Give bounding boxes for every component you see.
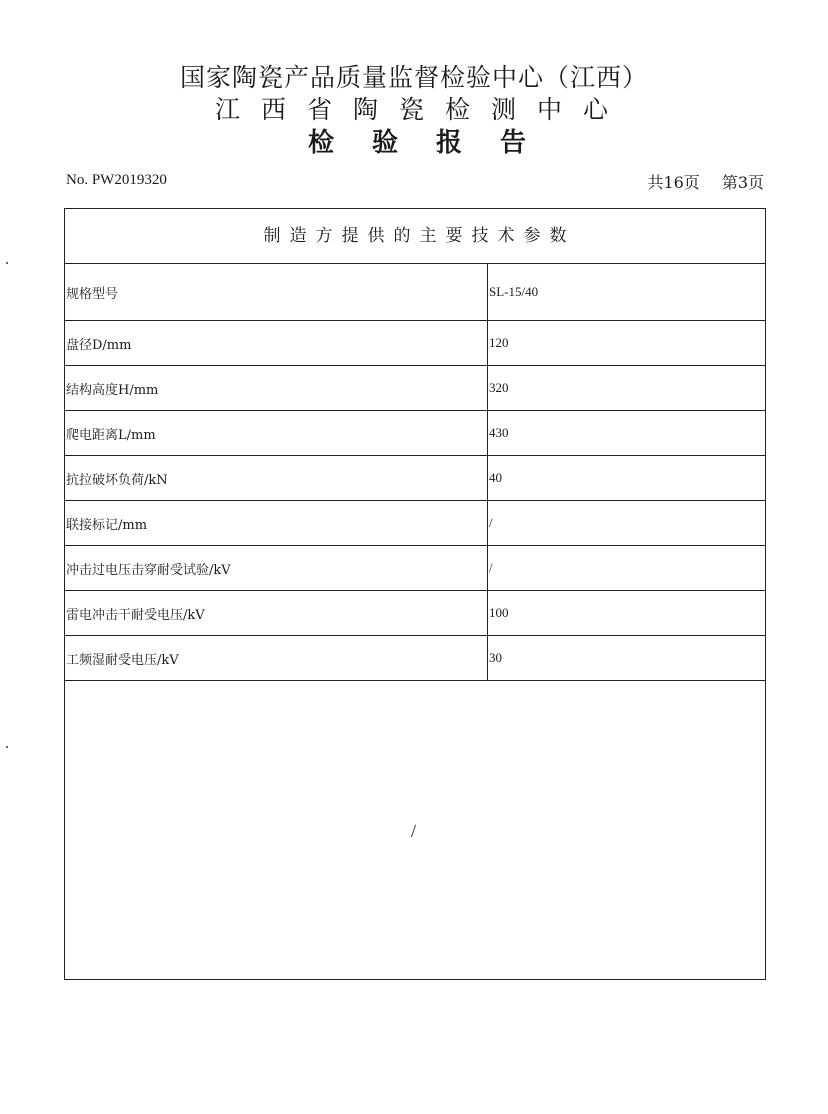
blank-area-mark: / (411, 821, 417, 841)
scan-speck (6, 262, 8, 264)
center-name: 江西省陶瓷检测中心 (214, 95, 629, 124)
parameters-frame (64, 208, 766, 980)
param-label: 结构高度H/mm (65, 366, 488, 411)
table-row (65, 321, 765, 366)
report-number: No. PW2019320 (66, 172, 167, 188)
table-row (65, 636, 765, 681)
param-label: 联接标记/mm (65, 501, 488, 546)
param-value: 320 (488, 366, 766, 411)
param-label: 工频湿耐受电压/kV (65, 636, 488, 681)
param-value: / (488, 501, 766, 546)
table-row (65, 456, 765, 501)
table-row (65, 591, 765, 636)
parameters-table (65, 264, 765, 681)
issuer-title: 国家陶瓷产品质量监督检验中心（江西） (179, 63, 648, 92)
table-row (65, 501, 765, 546)
param-value: 120 (488, 321, 766, 366)
param-label: 盘径D/mm (65, 321, 488, 366)
param-label: 规格型号 (65, 264, 488, 321)
param-value: / (488, 546, 766, 591)
table-row (65, 411, 765, 456)
report-title: 检验报告 (307, 128, 564, 158)
table-row (65, 264, 765, 321)
param-label: 冲击过电压击穿耐受试验/kV (65, 546, 488, 591)
scan-speck (6, 746, 8, 748)
param-value: 40 (488, 456, 766, 501)
param-value: 430 (488, 411, 766, 456)
param-label: 雷电冲击干耐受电压/kV (65, 591, 488, 636)
current-page: 第3页 (721, 173, 764, 192)
param-label: 抗拉破坏负荷/kN (65, 456, 488, 501)
table-row (65, 366, 765, 411)
param-value: 100 (488, 591, 766, 636)
param-value: SL-15/40 (488, 264, 766, 321)
table-row (65, 546, 765, 591)
param-label: 爬电距离L/mm (65, 411, 488, 456)
total-pages: 共16页 (647, 173, 700, 192)
page-info (647, 170, 764, 193)
table-title: 制造方提供的主要技术参数 (65, 209, 765, 264)
param-value: 30 (488, 636, 766, 681)
